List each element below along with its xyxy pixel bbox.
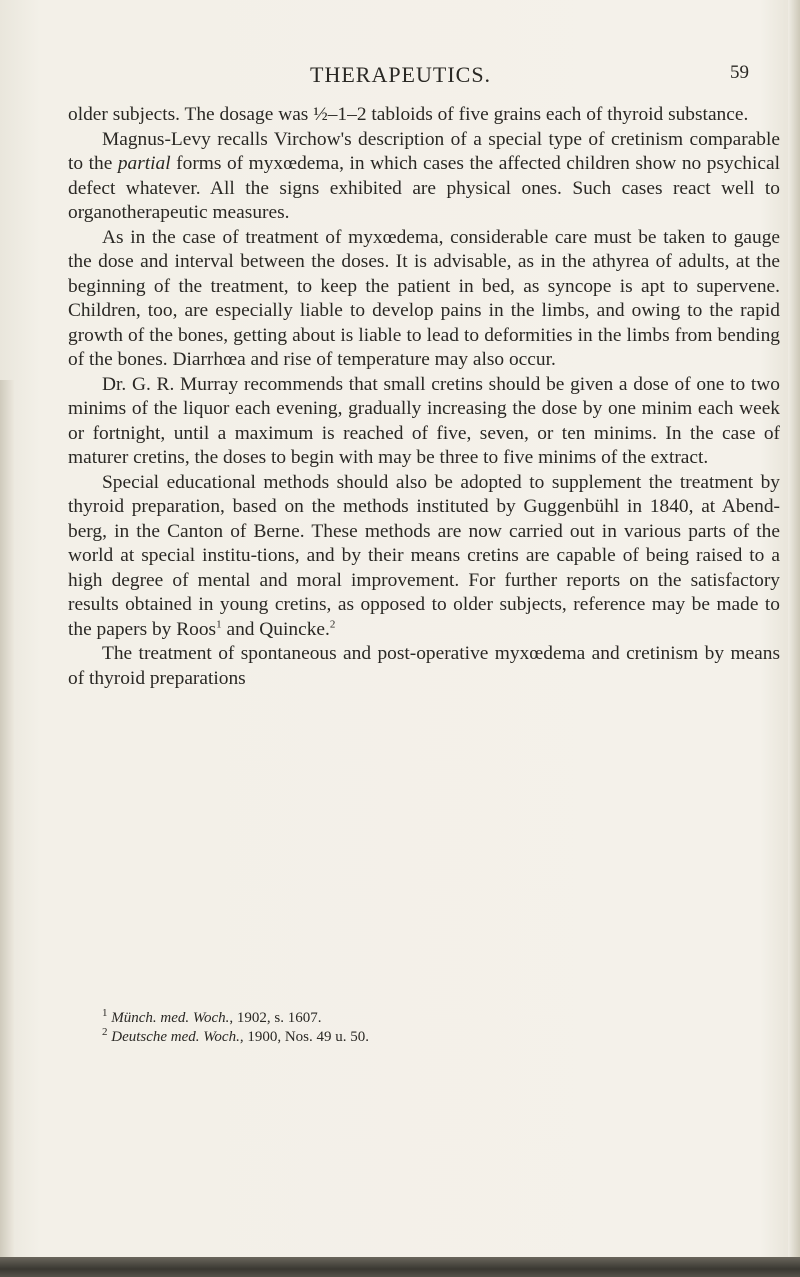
- page-number: 59: [730, 62, 749, 83]
- footnote-mark: 2: [102, 1026, 108, 1038]
- page-header: [0, 62, 800, 88]
- body-text: [68, 103, 780, 691]
- paragraph-educational-methods: [68, 471, 780, 643]
- footnote-2: [102, 1028, 762, 1047]
- footnote-source: Deutsche med. Woch.: [111, 1029, 240, 1045]
- emphasis-text: partial: [117, 153, 171, 174]
- page-bottom-edge: [0, 1257, 800, 1277]
- page-gutter-shadow: [0, 380, 14, 1260]
- paragraph-continued: older subjects. The dosage was ½–1–2 tabloids of five grains each of thyroid substance.: [68, 104, 749, 125]
- paragraph-treatment-care: As in the case of treatment of myxœdema, considerable care must be taken to gauge the dose and interval between the doses. It is advisable, as in the athyrea of adults, at the beginning of the treatment, to keep the patient in bed, as syncope is apt to supervene. Children, too, are especially liable to develop pains in the limbs, and owing to the rapid growth of the bones, getting about is liable to lead to deformities in the limbs from bending of the bones. Diarrhœa and rise of temperature may also occur.: [68, 226, 780, 370]
- paragraph-text: Magnus-Levy recalls Virchow's description of a special type of cretinism comparable to the: [68, 128, 780, 174]
- footnote-detail: , 1902, s. 1607.: [229, 1010, 322, 1026]
- footnote-ref-1[interactable]: 1: [216, 618, 222, 631]
- paragraph-text: Special educational methods should also be adopted to supplement the treatment by thyroid preparation, based on the methods instituted by Guggenbühl in 1840, at Abend-berg, in the Canton of Berne. These methods are now carried out in various parts of the world at special institu-tions, and by their means cretins are capable of being raised to a high degree of mental and moral improvement. For further reports on the satisfactory results obtained in young cretins, as opposed to older subjects, reference may be made to the papers by Roos: [68, 471, 780, 640]
- paragraph-magnus-levy: [68, 128, 780, 226]
- footnote-detail: , 1900, Nos. 49 u. 50.: [239, 1029, 369, 1045]
- running-head: THERAPEUTICS.: [310, 62, 492, 87]
- footnote-source: Münch. med. Woch.: [111, 1010, 230, 1026]
- page-edge-shadow: [788, 0, 800, 1277]
- footnotes: [102, 1009, 762, 1047]
- footnote-ref-2[interactable]: 2: [329, 618, 336, 631]
- paragraph-murray: Dr. G. R. Murray recommends that small cretins should be given a dose of one to two minims of the liquor each evening, gradually increasing the dose by one minim each week or fortnight, until a maximum is reached of five, seven, or ten minims. In the case of maturer cretins, the doses to begin with may be three to five minims of the extract.: [68, 373, 780, 468]
- paragraph-text: forms of myxœdema, in which cases the affected children show no psychical defect whatever. All the signs exhibited are physical ones. Such cases react well to organotherapeutic measures.: [68, 153, 780, 223]
- paragraph-spontaneous-myxoedema: The treatment of spontaneous and post-operative myxœdema and cretinism by means of thyroid preparations: [68, 643, 780, 689]
- footnote-1: [102, 1009, 762, 1028]
- footnote-mark: 1: [102, 1007, 108, 1019]
- paragraph-text: and Quincke.: [221, 618, 330, 640]
